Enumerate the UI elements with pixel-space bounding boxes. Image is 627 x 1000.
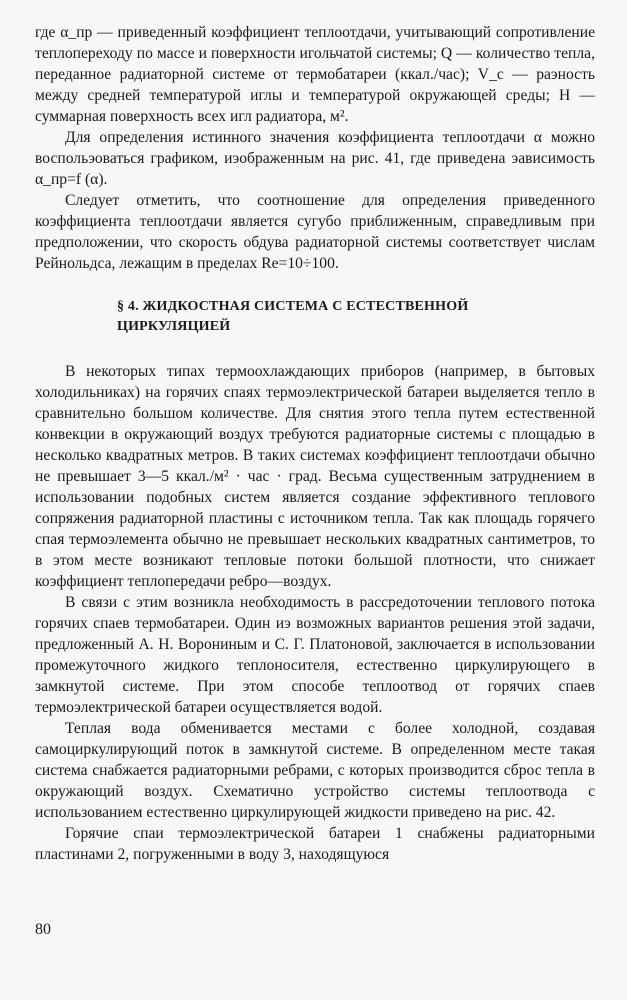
page-text xyxy=(35,22,595,865)
section-heading: § 4. ЖИДКОСТНАЯ СИСТЕМА С ЕСТЕСТВЕННОЙ ЦИРКУЛЯЦИЕЙ xyxy=(117,299,469,334)
paragraph-formula-definitions: где α_пр — приведенный коэффициент теплоотдачи, учитывающий сопротивление теплопереходу по массе и поверхности игольчатой системы; Q — количество тепла, переданное радиаторной системе от термобатареи (ккал./час); V_c — раэность между средней температурой иглы и температурой окружающей среды; H — суммарная поверхность всех игл радиатора, м². xyxy=(35,24,595,125)
paragraph-warm-water-circulation: Теплая вода обменивается местами с более холодной, создавая самоциркулирующий поток в замкнутой системе. В определенном месте такая система снабжается радиаторными ребрами, с которых производится сброс тепла в окружающий воздух. Схематично устройство системы теплоотвода с использованием естественно циркулирующей жидкости приведено на рис. 42. xyxy=(35,720,595,821)
paragraph-natural-convection: В некоторых типах термоохлаждающих приборов (например, в бытовых холодильниках) на горячих спаях термоэлектрической батареи выделяется тепло в сравнительно большом количестве. Для снятия этого тепла путем естественной конвекции в окружающий воздух требуются радиаторные системы с площадью в несколько квадратных метров. В таких системах коэффициент теплоотдачи обычно не превышает 3—5 ккал./м² · час · град. Весьма существенным затруднением в использовании подобных систем является создание эффективного теплового сопряжения радиаторной пластины с источником тепла. Так как площадь горячего спая термоэлемента обычно не превышает нескольких квадратных сантиметров, то в этом месте возникают тепловые потоки большой плотности, что снижает коэффициент теплопередачи ребро—воздух. xyxy=(35,363,595,590)
paragraph-approximation-note: Следует отметить, что соотношение для определения приведенного коэффициента теплоотдачи является сугубо приближенным, справедливым при предположении, что скорость обдува радиаторной системы соответствует числам Рейнольдса, лежащим в пределах Re=10÷100. xyxy=(35,192,595,272)
paragraph-true-coefficient: Для определения истинного значения коэффициента теплоотдачи α можно воспольэоваться графиком, иэображенным на рис. 41, где приведена эависимость α_пр=f (α). xyxy=(35,129,595,188)
paragraph-hot-junctions: Горячие спаи термоэлектрической батареи 1 снабжены радиаторными пластинами 2, погруженными в воду 3, находящуюся xyxy=(35,825,595,863)
paragraph-heat-flow-distribution: В связи с этим возникла необходимость в рассредоточении теплового потока горячих спаев термобатареи. Один иэ возможных вариантов решения этой задачи, предложенный А. Н. Ворониным и С. Г. Платоновой, заключается в использовании промежуточного жидкого теплоносителя, естественно циркулирующего в замкнутой системе. При этом способе теплоотвод от горячих спаев термоэлектрической батареи осуществляется водой. xyxy=(35,594,595,716)
page-number: 80 xyxy=(35,921,51,938)
